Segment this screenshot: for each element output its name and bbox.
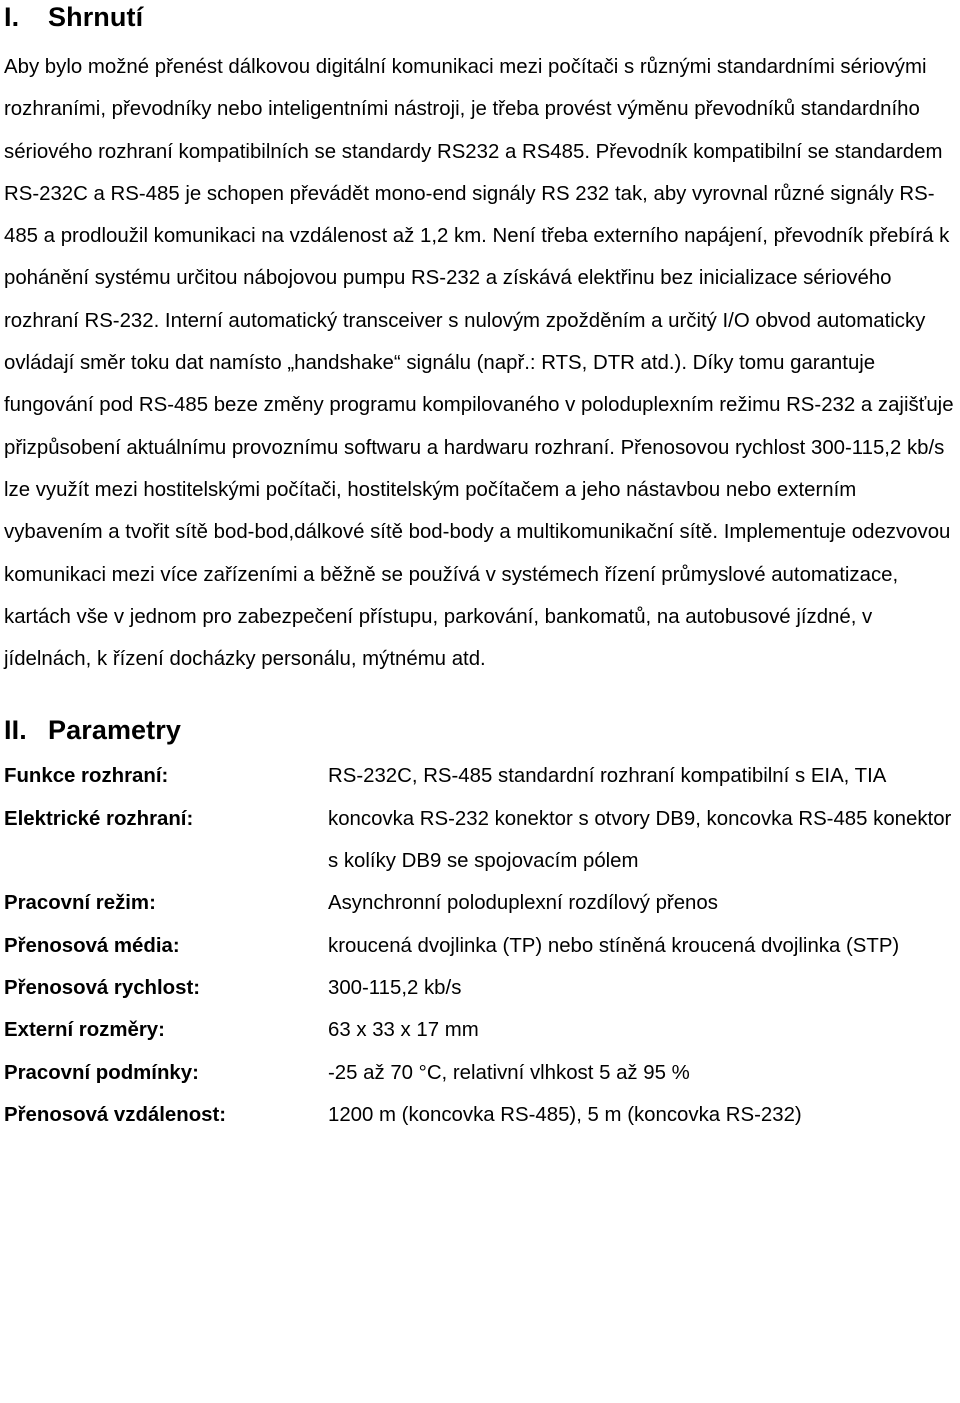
spec-value: RS-232C, RS-485 standardní rozhraní kompatibilní s EIA, TIA xyxy=(328,765,887,788)
section-title: Shrnutí xyxy=(48,2,144,32)
spec-value: 300-115,2 kb/s xyxy=(328,976,462,999)
section-title: Parametry xyxy=(48,715,181,746)
spec-row xyxy=(4,1094,956,1136)
spec-row xyxy=(4,1052,956,1094)
spec-label: Přenosová média: xyxy=(4,934,180,957)
spec-value: kroucená dvojlinka (TP) nebo stíněná kroucená dvojlinka (STP) xyxy=(328,934,900,957)
spec-row xyxy=(4,755,956,797)
parameters-list xyxy=(4,755,956,1136)
spec-value: -25 až 70 °C, relativní vlhkost 5 až 95 % xyxy=(328,1061,690,1084)
spec-label: Pracovní režim: xyxy=(4,892,156,915)
spec-row xyxy=(4,925,956,967)
spec-row xyxy=(4,1009,956,1051)
spec-label: Přenosová vzdálenost: xyxy=(4,1103,227,1126)
summary-paragraph: Aby bylo možné přenést dálkovou digitální komunikaci mezi počítači s různými standardními sériovými rozhraními, převodníky nebo inteligentními nástroji, je třeba provést výměnu převodníků standardního sériového rozhraní kompatibilních se standardy RS232 a RS485. Převodník kompatibilní se standardem RS-232C a RS-485 je schopen převádět mono-end signály RS 232 tak, aby vyrovnal různé signály RS-485 a prodloužil komunikaci na vzdálenost až 1,2 km. Není třeba externího napájení, převodník přebírá k pohánění systému určitou nábojovou pumpu RS-232 a získává elektřinu bez inicializace sériového rozhraní RS-232. Interní automatický transceiver s nulovým zpožděním a určitý I/O obvod automaticky ovládají směr toku dat namísto „handshake“ signálu (např.: RTS, DTR atd.). Díky tomu garantuje fungování pod RS-485 beze změny programu kompilovaného v poloduplexním režimu RS-232 a zajišťuje přizpůsobení aktuálnímu provoznímu softwaru a hardwaru rozhraní. Přenosovou rychlost 300-115,2 kb/s lze využít mezi hostitelskými počítači, hostitelským počítačem a jeho nástavbou nebo externím vybavením a tvořit sítě bod-bod,dálkové sítě bod-body a multikomunikační sítě. Implementuje odezvovou komunikaci mezi více zařízeními a běžně se používá v systémech řízení průmyslové automatizace, kartách vše v jednom pro zabezpečení přístupu, parkování, bankomatů, na autobusové jízdné, v jídelnách, k řízení docházky personálu, mýtnému atd. xyxy=(4,56,954,671)
spec-label: Funkce rozhraní: xyxy=(4,765,169,788)
spec-label: Pracovní podmínky: xyxy=(4,1061,199,1084)
spec-row xyxy=(4,882,956,924)
section-heading-summary xyxy=(4,0,956,34)
document-page xyxy=(4,0,956,1136)
section-heading-parameters xyxy=(4,713,956,747)
spec-value: koncovka RS-232 konektor s otvory DB9, koncovka RS-485 konektor s kolíky DB9 se spojovacím pólem xyxy=(328,807,952,873)
spec-value: 63 x 33 x 17 mm xyxy=(328,1019,479,1042)
spec-label: Přenosová rychlost: xyxy=(4,976,201,999)
spec-row xyxy=(4,798,956,883)
section-number: II. xyxy=(4,715,27,746)
spec-label: Elektrické rozhraní: xyxy=(4,807,194,830)
spec-label: Externí rozměry: xyxy=(4,1019,165,1042)
spec-value: 1200 m (koncovka RS-485), 5 m (koncovka RS-232) xyxy=(328,1103,802,1126)
section-number: I. xyxy=(4,2,20,32)
spec-row xyxy=(4,967,956,1009)
spec-value: Asynchronní poloduplexní rozdílový přenos xyxy=(328,892,718,915)
